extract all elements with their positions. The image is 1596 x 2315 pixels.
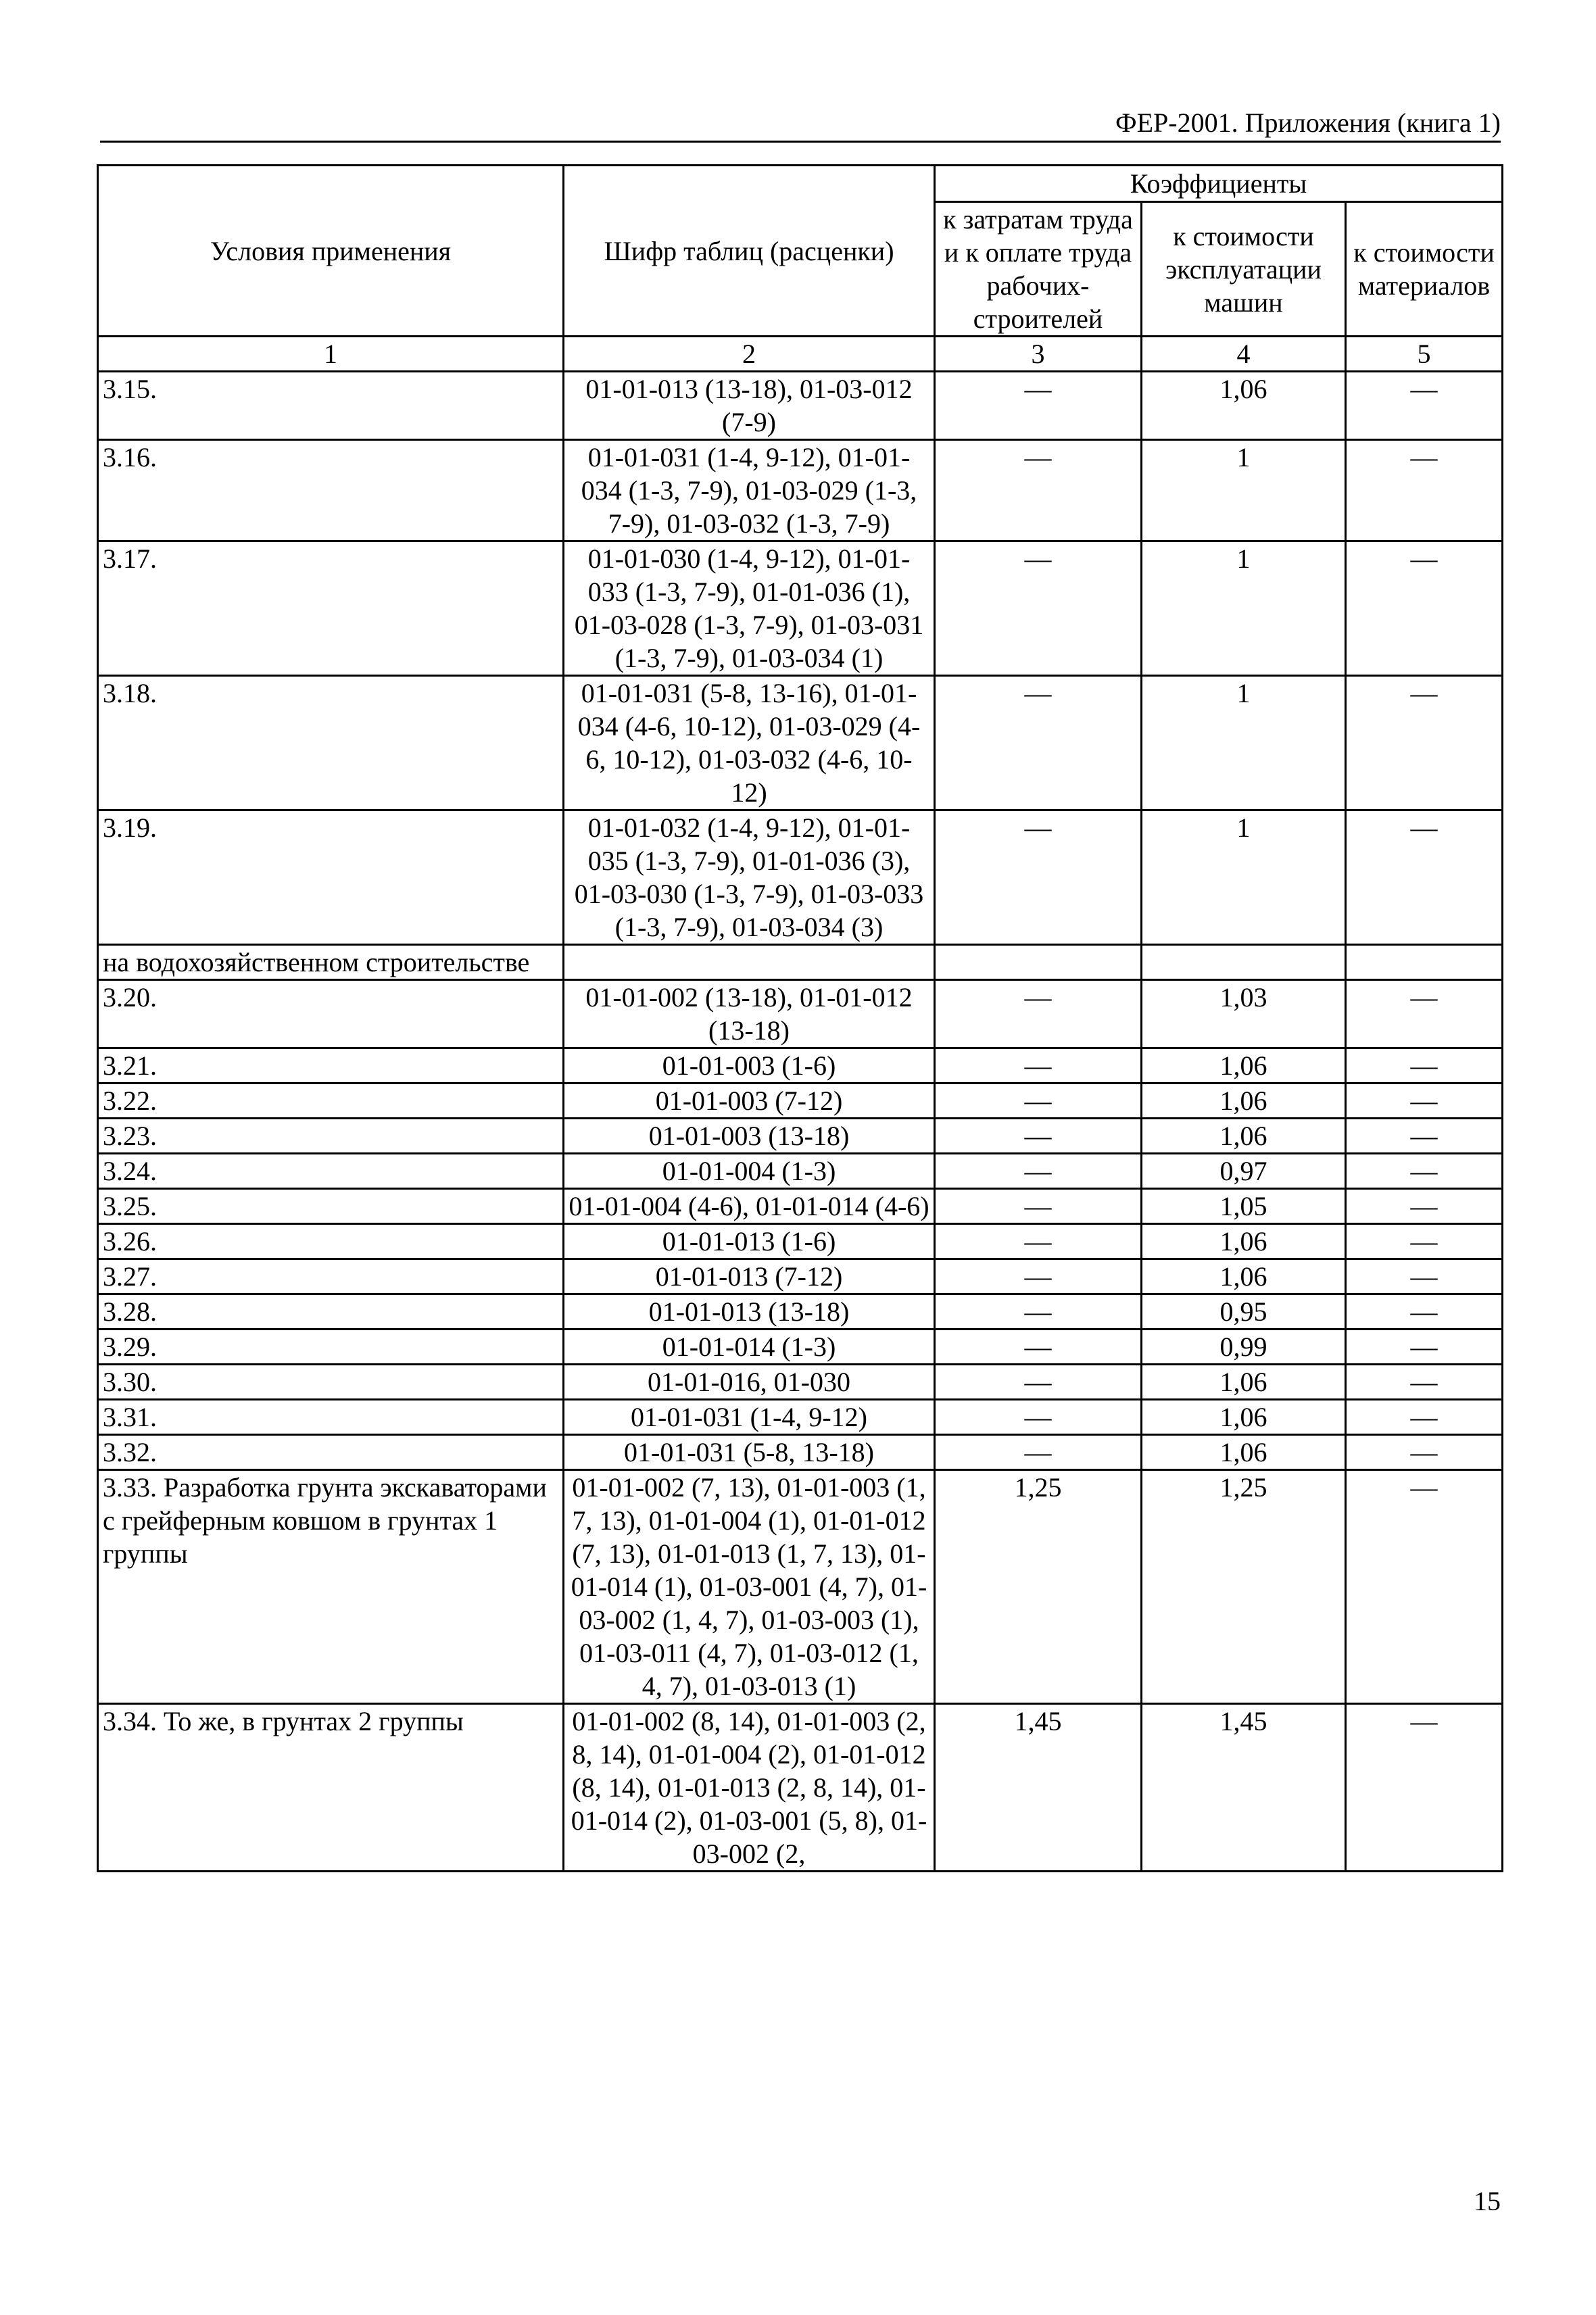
labor-coef-cell: — (935, 1189, 1142, 1224)
table-row (98, 676, 1503, 810)
condition-cell: 3.34. То же, в грунтах 2 группы (98, 1704, 564, 1872)
code-cell: 01-01-032 (1-4, 9-12), 01-01-035 (1-3, 7-9), 01-01-036 (3), 01-03-030 (1-3, 7-9), 01-03-033 (1-3, 7-9), 01-03-034 (3) (564, 810, 935, 945)
materials-coef-cell: — (1346, 1224, 1503, 1259)
code-cell: 01-01-013 (13-18) (564, 1294, 935, 1330)
code-cell: 01-01-013 (7-12) (564, 1259, 935, 1294)
materials-coef-cell: — (1346, 372, 1503, 440)
labor-coef-cell: — (935, 1400, 1142, 1435)
machines-coef-cell: 1,06 (1142, 1048, 1346, 1083)
labor-coef-cell: — (935, 1119, 1142, 1154)
condition-cell: 3.20. (98, 980, 564, 1048)
code-cell: 01-01-013 (13-18), 01-03-012 (7-9) (564, 372, 935, 440)
header-coefficients: Коэффициенты (935, 166, 1503, 202)
materials-coef-cell: — (1346, 1470, 1503, 1704)
table-row (98, 1330, 1503, 1365)
labor-coef-cell: 1,25 (935, 1470, 1142, 1704)
column-number: 2 (564, 337, 935, 372)
table-row (98, 1119, 1503, 1154)
code-cell: 01-01-014 (1-3) (564, 1330, 935, 1365)
labor-coef-cell: — (935, 541, 1142, 676)
machines-coef-cell: 1,06 (1142, 372, 1346, 440)
condition-cell: 3.32. (98, 1435, 564, 1470)
header-labor: к затратам труда и к оплате труда рабочих-строителей (935, 202, 1142, 337)
machines-coef-cell: 0,95 (1142, 1294, 1346, 1330)
machines-coef-cell: 1,05 (1142, 1189, 1346, 1224)
labor-coef-cell: — (935, 1154, 1142, 1189)
section-title: на водохозяйственном строительстве (98, 945, 564, 980)
labor-coef-cell: — (935, 1083, 1142, 1119)
table-row (98, 1435, 1503, 1470)
materials-coef-cell: — (1346, 1400, 1503, 1435)
code-cell: 01-01-003 (13-18) (564, 1119, 935, 1154)
labor-coef-cell: — (935, 1294, 1142, 1330)
machines-coef-cell: 1,25 (1142, 1470, 1346, 1704)
machines-coef-cell: 1,03 (1142, 980, 1346, 1048)
machines-coef-cell: 1 (1142, 541, 1346, 676)
labor-coef-cell: — (935, 980, 1142, 1048)
materials-coef-cell: — (1346, 1189, 1503, 1224)
labor-coef-cell: — (935, 1435, 1142, 1470)
machines-coef-cell: 0,99 (1142, 1330, 1346, 1365)
machines-coef-cell: 1,06 (1142, 1259, 1346, 1294)
code-cell: 01-01-002 (13-18), 01-01-012 (13-18) (564, 980, 935, 1048)
machines-coef-cell: 1 (1142, 810, 1346, 945)
column-number: 4 (1142, 337, 1346, 372)
materials-coef-cell: — (1346, 1048, 1503, 1083)
table-row (98, 1704, 1503, 1872)
table-row (98, 980, 1503, 1048)
column-number: 1 (98, 337, 564, 372)
labor-coef-cell: 1,45 (935, 1704, 1142, 1872)
code-cell: 01-01-031 (5-8, 13-16), 01-01-034 (4-6, 10-12), 01-03-029 (4-6, 10-12), 01-03-032 (4-6, 10-12) (564, 676, 935, 810)
table-row (98, 1259, 1503, 1294)
empty-cell (1142, 945, 1346, 980)
materials-coef-cell: — (1346, 1704, 1503, 1872)
materials-coef-cell: — (1346, 1119, 1503, 1154)
materials-coef-cell: — (1346, 440, 1503, 541)
table-row (98, 1470, 1503, 1704)
materials-coef-cell: — (1346, 1365, 1503, 1400)
page-number: 15 (1474, 2186, 1501, 2216)
labor-coef-cell: — (935, 676, 1142, 810)
materials-coef-cell: — (1346, 541, 1503, 676)
materials-coef-cell: — (1346, 980, 1503, 1048)
materials-coef-cell: — (1346, 1259, 1503, 1294)
condition-cell: 3.21. (98, 1048, 564, 1083)
labor-coef-cell: — (935, 1259, 1142, 1294)
header-code: Шифр таблиц (расценки) (564, 166, 935, 337)
code-cell: 01-01-004 (4-6), 01-01-014 (4-6) (564, 1189, 935, 1224)
condition-cell: 3.22. (98, 1083, 564, 1119)
table-row (98, 1400, 1503, 1435)
condition-cell: 3.30. (98, 1365, 564, 1400)
column-number: 3 (935, 337, 1142, 372)
machines-coef-cell: 0,97 (1142, 1154, 1346, 1189)
materials-coef-cell: — (1346, 1154, 1503, 1189)
empty-cell (1346, 945, 1503, 980)
code-cell: 01-01-004 (1-3) (564, 1154, 935, 1189)
condition-cell: 3.31. (98, 1400, 564, 1435)
empty-cell (935, 945, 1142, 980)
condition-cell: 3.18. (98, 676, 564, 810)
table-row (98, 1154, 1503, 1189)
condition-cell: 3.29. (98, 1330, 564, 1365)
code-cell: 01-01-002 (8, 14), 01-01-003 (2, 8, 14), 01-01-004 (2), 01-01-012 (8, 14), 01-01-013 (2, 8, 14), 01-01-014 (2), 01-03-001 (5, 8), 01-03-002 (2, (564, 1704, 935, 1872)
condition-cell: 3.25. (98, 1189, 564, 1224)
labor-coef-cell: — (935, 810, 1142, 945)
coefficients-table (97, 164, 1503, 1872)
code-cell: 01-01-030 (1-4, 9-12), 01-01-033 (1-3, 7-9), 01-01-036 (1), 01-03-028 (1-3, 7-9), 01-03-031 (1-3, 7-9), 01-03-034 (1) (564, 541, 935, 676)
table-row (98, 1365, 1503, 1400)
code-cell: 01-01-003 (7-12) (564, 1083, 935, 1119)
column-numbers-row (98, 337, 1503, 372)
machines-coef-cell: 1,06 (1142, 1083, 1346, 1119)
header-machines: к стоимости эксплуатации машин (1142, 202, 1346, 337)
table-row (98, 541, 1503, 676)
machines-coef-cell: 1,45 (1142, 1704, 1346, 1872)
labor-coef-cell: — (935, 1224, 1142, 1259)
code-cell: 01-01-003 (1-6) (564, 1048, 935, 1083)
condition-cell: 3.27. (98, 1259, 564, 1294)
code-cell: 01-01-031 (1-4, 9-12) (564, 1400, 935, 1435)
header-materials: к стоимости материалов (1346, 202, 1503, 337)
code-cell: 01-01-031 (5-8, 13-18) (564, 1435, 935, 1470)
condition-cell: 3.33. Разработка грунта экскаваторами с грейферным ковшом в грунтах 1 группы (98, 1470, 564, 1704)
table-row (98, 1224, 1503, 1259)
table-row (98, 810, 1503, 945)
condition-cell: 3.23. (98, 1119, 564, 1154)
machines-coef-cell: 1,06 (1142, 1119, 1346, 1154)
materials-coef-cell: — (1346, 676, 1503, 810)
condition-cell: 3.15. (98, 372, 564, 440)
table-row (98, 372, 1503, 440)
code-cell: 01-01-031 (1-4, 9-12), 01-01-034 (1-3, 7-9), 01-03-029 (1-3, 7-9), 01-03-032 (1-3, 7-9) (564, 440, 935, 541)
condition-cell: 3.28. (98, 1294, 564, 1330)
materials-coef-cell: — (1346, 1294, 1503, 1330)
materials-coef-cell: — (1346, 1083, 1503, 1119)
machines-coef-cell: 1 (1142, 676, 1346, 810)
condition-cell: 3.24. (98, 1154, 564, 1189)
running-header: ФЕР-2001. Приложения (книга 1) (1115, 107, 1501, 138)
materials-coef-cell: — (1346, 810, 1503, 945)
machines-coef-cell: 1,06 (1142, 1400, 1346, 1435)
condition-cell: 3.26. (98, 1224, 564, 1259)
code-cell: 01-01-013 (1-6) (564, 1224, 935, 1259)
header-conditions: Условия применения (98, 166, 564, 337)
materials-coef-cell: — (1346, 1330, 1503, 1365)
condition-cell: 3.16. (98, 440, 564, 541)
code-cell: 01-01-002 (7, 13), 01-01-003 (1, 7, 13), 01-01-004 (1), 01-01-012 (7, 13), 01-01-013 (1, 7, 13), 01-01-014 (1), 01-03-001 (4, 7), 01-03-002 (1, 4, 7), 01-03-003 (1), 01-03-011 (4, 7), 01-03-012 (1, 4, 7), 01-03-013 (1) (564, 1470, 935, 1704)
labor-coef-cell: — (935, 440, 1142, 541)
table-row (98, 440, 1503, 541)
table-row (98, 1083, 1503, 1119)
condition-cell: 3.19. (98, 810, 564, 945)
labor-coef-cell: — (935, 1048, 1142, 1083)
materials-coef-cell: — (1346, 1435, 1503, 1470)
table-row (98, 1048, 1503, 1083)
labor-coef-cell: — (935, 1330, 1142, 1365)
machines-coef-cell: 1,06 (1142, 1224, 1346, 1259)
section-row (98, 945, 1503, 980)
code-cell: 01-01-016, 01-030 (564, 1365, 935, 1400)
labor-coef-cell: — (935, 372, 1142, 440)
machines-coef-cell: 1 (1142, 440, 1346, 541)
machines-coef-cell: 1,06 (1142, 1365, 1346, 1400)
table-row (98, 1294, 1503, 1330)
table-row (98, 1189, 1503, 1224)
machines-coef-cell: 1,06 (1142, 1435, 1346, 1470)
labor-coef-cell: — (935, 1365, 1142, 1400)
header-rule (100, 141, 1501, 143)
column-number: 5 (1346, 337, 1503, 372)
empty-cell (564, 945, 935, 980)
condition-cell: 3.17. (98, 541, 564, 676)
